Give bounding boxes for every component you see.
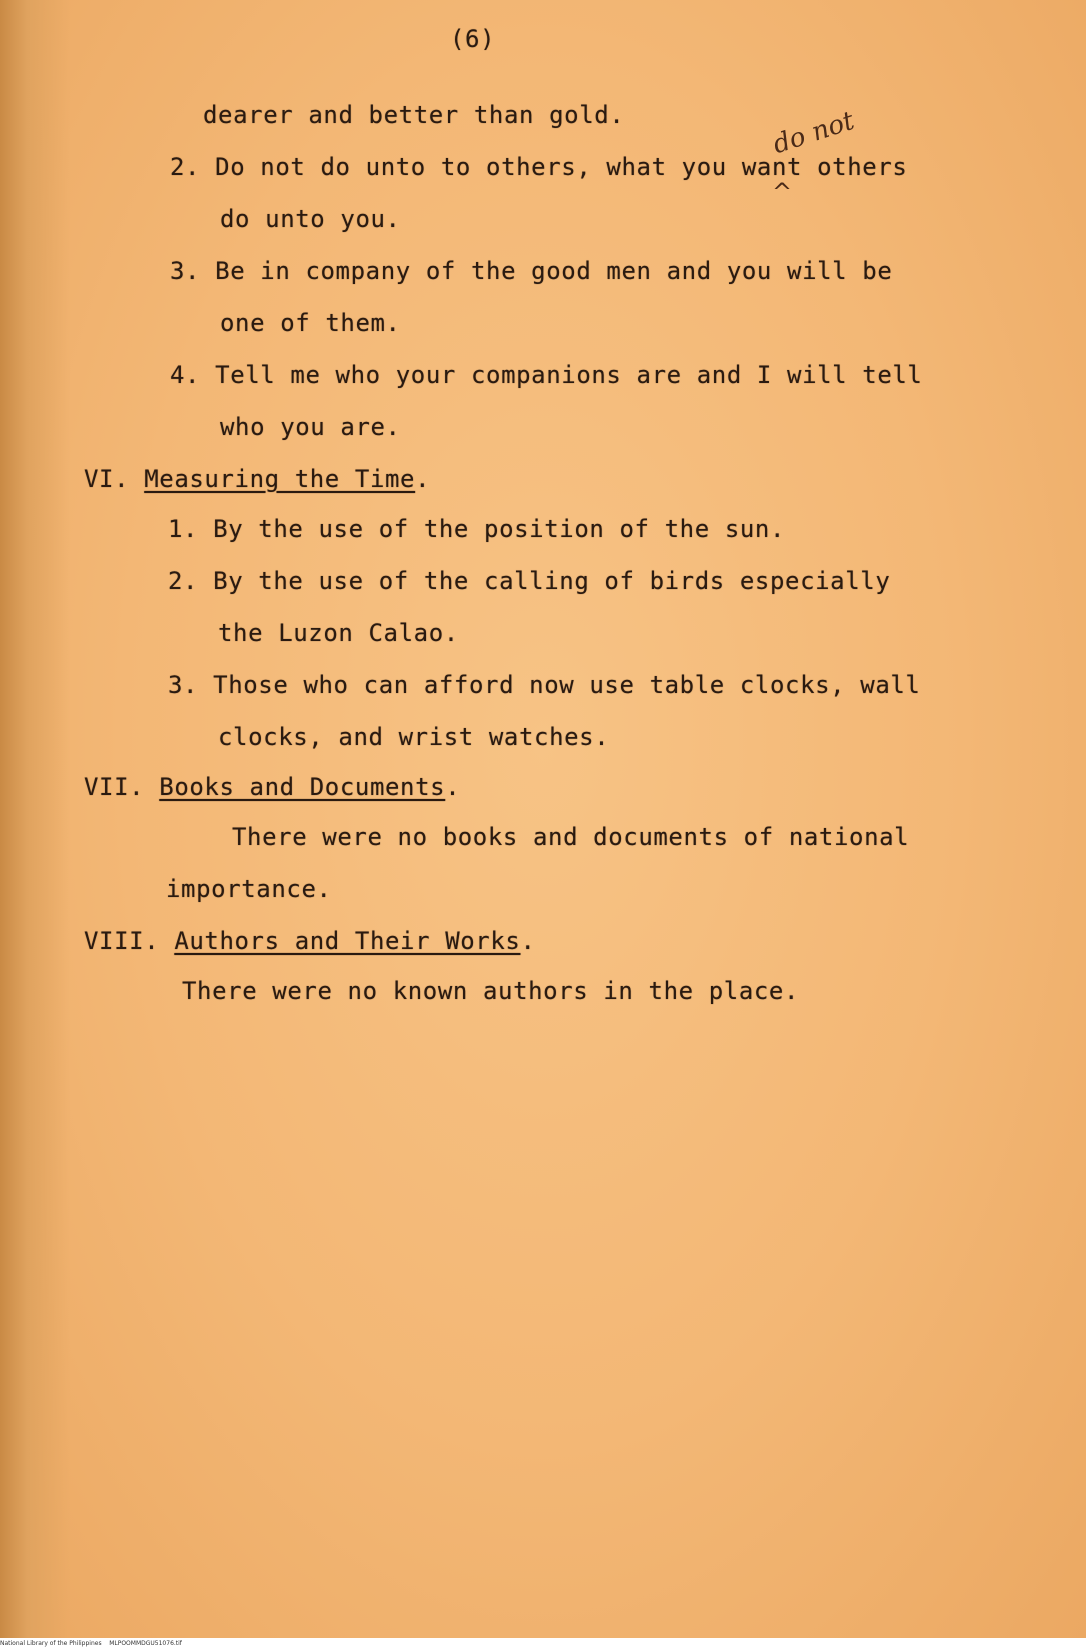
scan-footer: National Library of the Philippines MLPOOMMDGU51076.tif — [0, 1638, 1086, 1650]
section-vii-body-2: importance. — [166, 875, 332, 903]
text-line-6: 4. Tell me who your companions are and I will tell — [170, 361, 923, 389]
section-vi-item-2-cont: the Luzon Calao. — [218, 619, 459, 647]
section-viii-title: Authors and Their Works — [174, 927, 521, 955]
text-line-4: 3. Be in company of the good men and you will be — [170, 257, 893, 285]
section-viii-body: There were no known authors in the place. — [182, 977, 800, 1005]
section-vi-item-1: 1. By the use of the position of the sun. — [168, 515, 786, 543]
section-vii-title: Books and Documents — [159, 773, 446, 801]
handwritten-insert: do not — [769, 105, 859, 161]
text-line-5: one of them. — [220, 309, 401, 337]
section-viii-numeral: VIII. — [84, 927, 160, 955]
section-vi-item-3: 3. Those who can afford now use table clocks, wall — [168, 671, 921, 699]
section-vi-item-3-cont: clocks, and wrist watches. — [218, 723, 610, 751]
section-vii-body-1: There were no books and documents of national — [232, 823, 910, 851]
text-line-1: dearer and better than gold. — [203, 101, 625, 129]
page-number: (6) — [450, 25, 496, 53]
text-line-7: who you are. — [220, 413, 401, 441]
section-vi-heading: VI. Measuring the Time. — [84, 465, 431, 493]
section-viii-heading: VIII. Authors and Their Works. — [84, 927, 536, 955]
section-vi-title: Measuring the Time — [144, 465, 416, 493]
section-vii-numeral: VII. — [84, 773, 145, 801]
section-vi-numeral: VI. — [84, 465, 130, 493]
section-vii-heading: VII. Books and Documents. — [84, 773, 461, 801]
text-line-3: do unto you. — [220, 205, 401, 233]
insertion-caret-icon: ^ — [772, 178, 793, 206]
page-edge-shadow — [0, 0, 70, 1640]
text-line-2: 2. Do not do unto to others, what you want others — [170, 153, 908, 181]
section-vi-item-2: 2. By the use of the calling of birds especially — [168, 567, 891, 595]
